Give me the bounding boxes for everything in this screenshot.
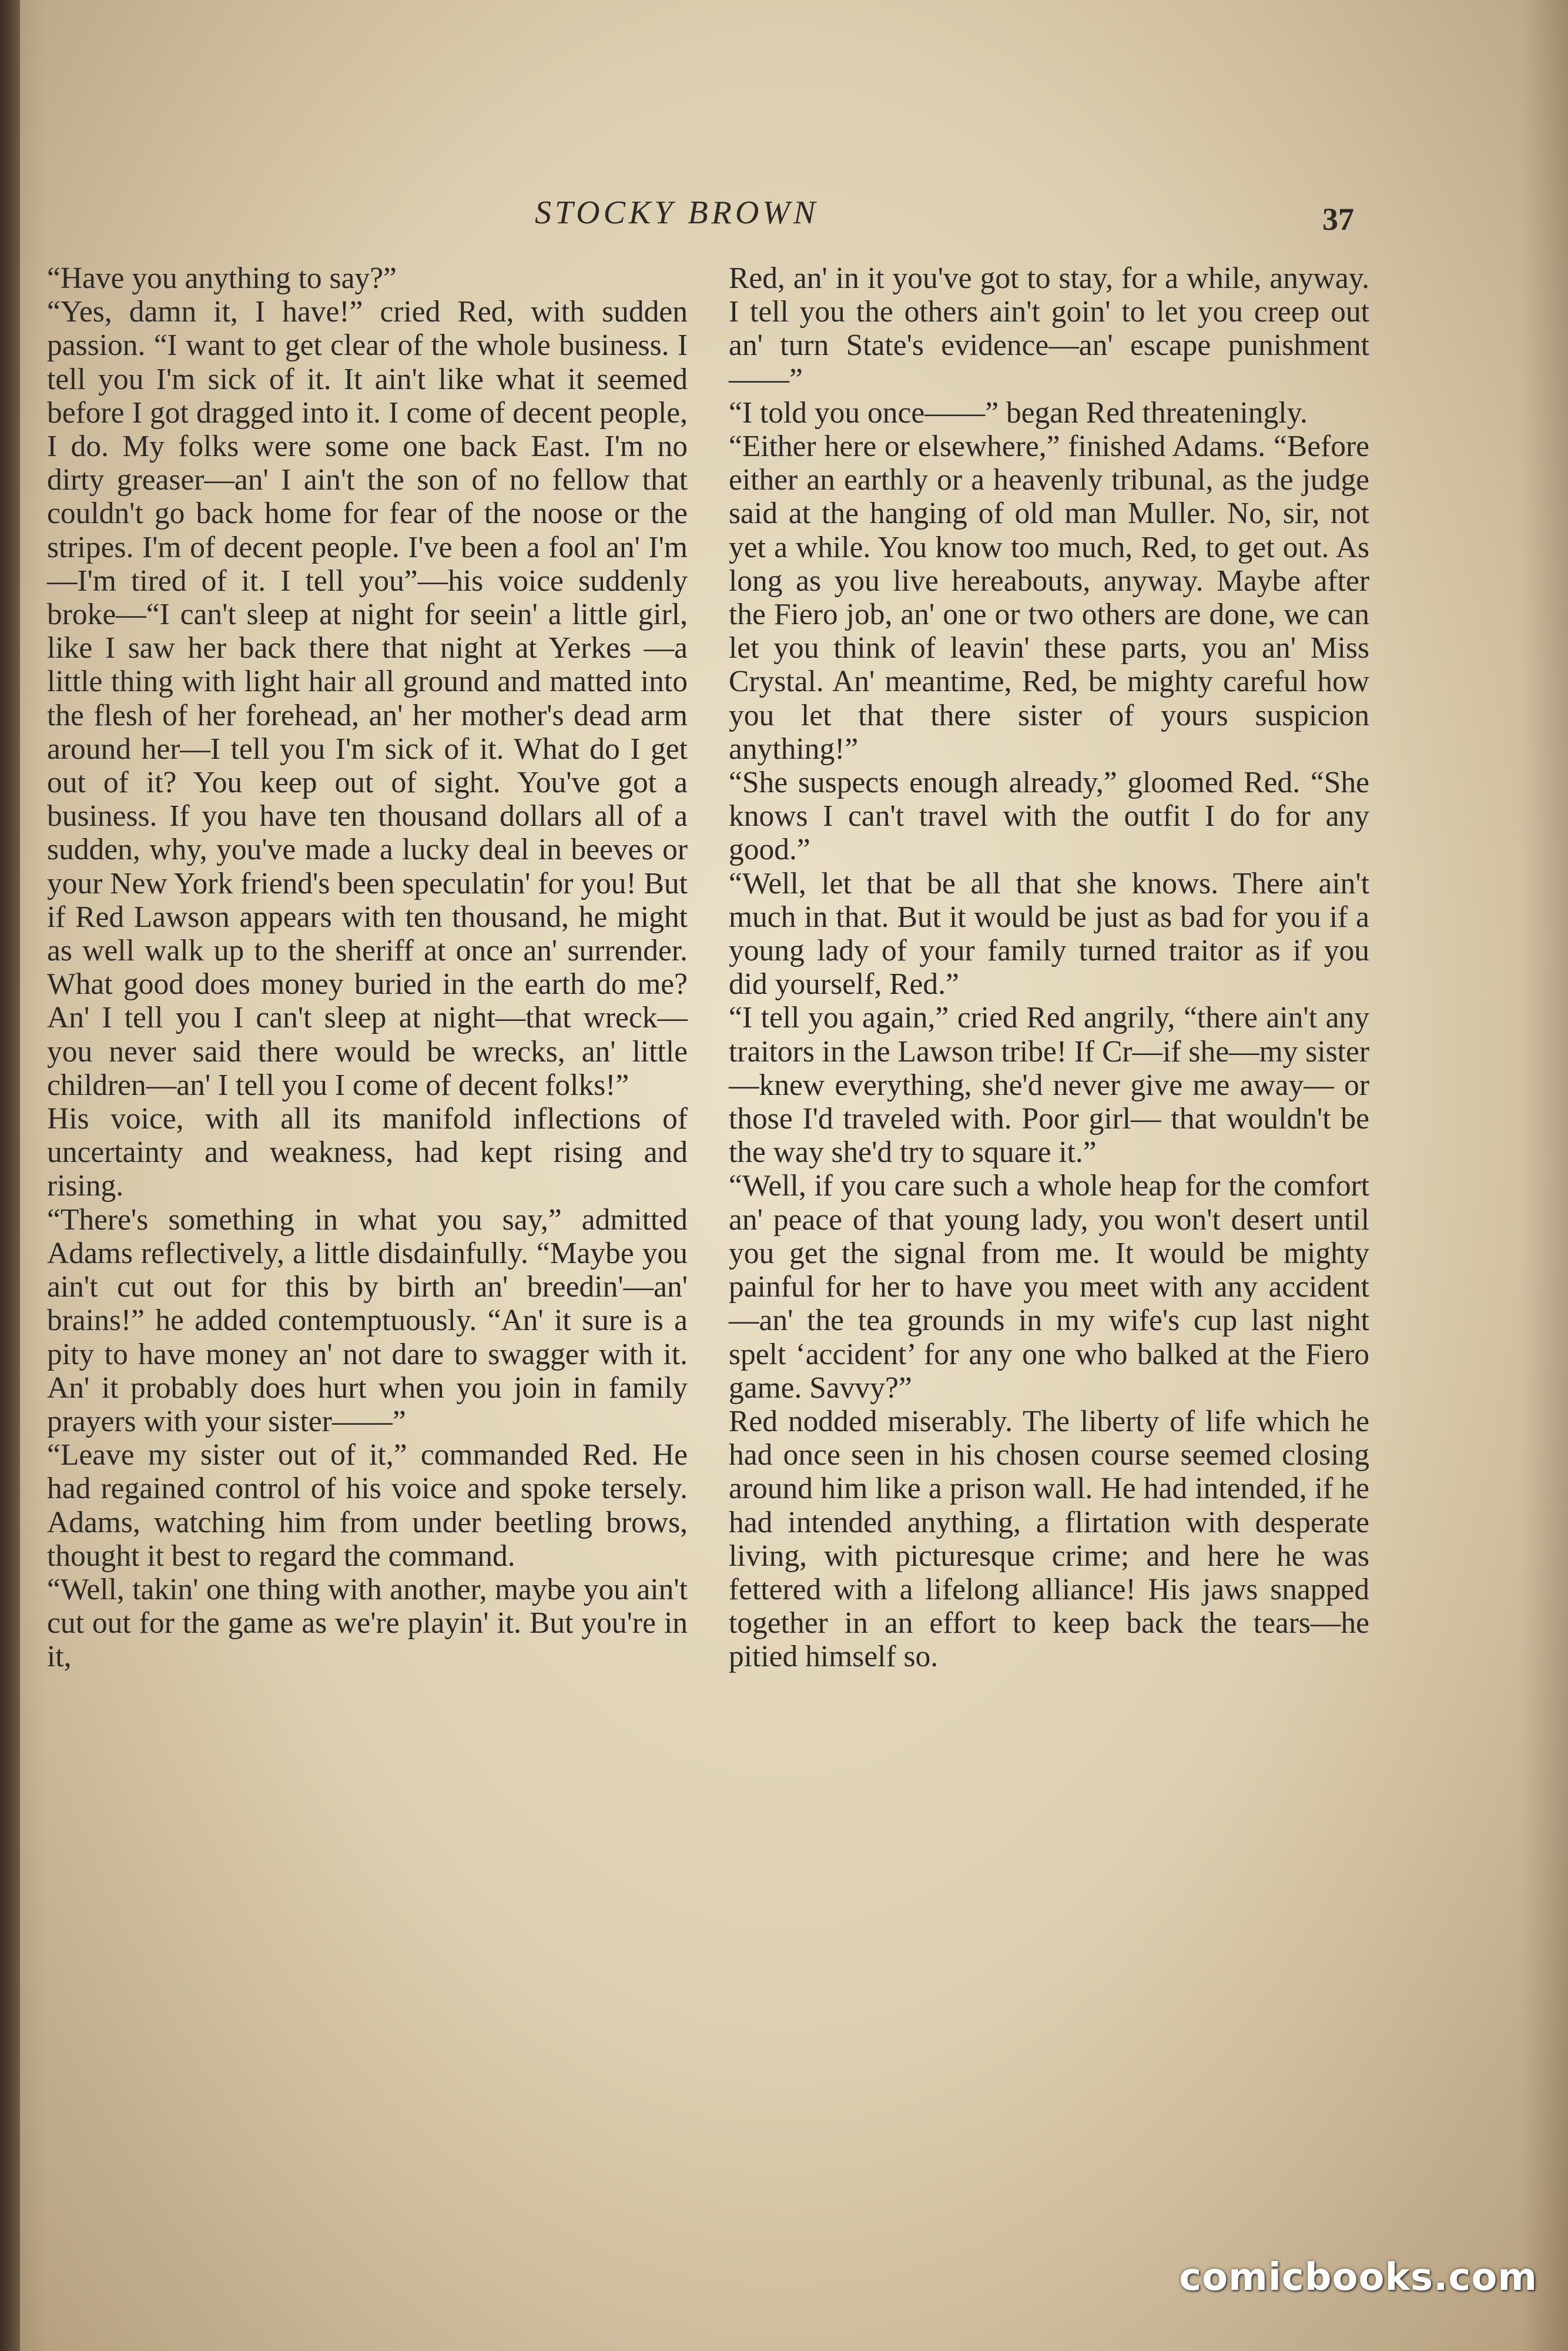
paragraph: “Well, takin' one thing with another, maybe you ain't cut out for the game as we're playin' it. But you're in it, xyxy=(47,1572,688,1674)
page-header xyxy=(0,188,1568,241)
left-text-column xyxy=(47,262,688,1674)
paragraph: Red, an' in it you've got to stay, for a while, anyway. I tell you the others ain't goin' to let you creep out an' turn State's evidence—an' escape punishment——” xyxy=(729,262,1369,396)
right-text-column xyxy=(729,262,1369,1674)
paragraph: “I told you once——” began Red threateningly. xyxy=(729,396,1308,430)
running-title: STOCKY BROWN xyxy=(535,195,819,231)
page-number: 37 xyxy=(1322,202,1354,237)
paragraph: His voice, with all its manifold inflections of uncertainty and weakness, had kept rising and rising. xyxy=(47,1102,688,1203)
paragraph: “Have you anything to say?” xyxy=(47,262,397,295)
paragraph: “Leave my sister out of it,” commanded Red. He had regained control of his voice and spoke tersely. Adams, watching him from under beetling brows, thought it best to regard the command. xyxy=(47,1438,688,1573)
paragraph: Red nodded miserably. The liberty of life which he had once seen in his chosen course seemed closing around him like a prison wall. He had intended, if he had intended anything, a flirtation with desperate living, with picturesque crime; and here he was fettered with a lifelong alliance! His jaws snapped together in an effort to keep back the tears—he pitied himself so. xyxy=(729,1404,1369,1674)
paragraph: “I tell you again,” cried Red angrily, “there ain't any traitors in the Lawson tribe! If Cr—if she—my sister—knew everything, she'd never give me away— or those I'd traveled with. Poor girl— that wouldn't be the way she'd try to square it.” xyxy=(729,1001,1369,1170)
paragraph: “There's something in what you say,” admitted Adams reflectively, a little disdainfully. “Maybe you ain't cut out for this by birth an' breedin'—an' brains!” he added contemptuously. “An' it sure is a pity to have money an' not dare to swagger with it. An' it probably does hurt when you join in family prayers with your sister——” xyxy=(47,1203,688,1438)
paragraph: “Either here or elsewhere,” finished Adams. “Before either an earthly or a heavenly tribunal, as the judge said at the hanging of old man Muller. No, sir, not yet a while. You know too much, Red, to get out. As long as you live hereabouts, anyway. Maybe after the Fiero job, an' one or two others are done, we can let you think of leavin' these parts, you an' Miss Crystal. An' meantime, Red, be mighty careful how you let that there sister of yours suspicion anything!” xyxy=(729,430,1369,766)
paragraph: “Well, let that be all that she knows. There ain't much in that. But it would be just as bad for you if a young lady of your family turned traitor as if you did yourself, Red.” xyxy=(729,866,1369,1002)
watermark: comicbooks.com xyxy=(1179,2256,1537,2299)
page-binding-edge xyxy=(0,0,20,2351)
paragraph: “Yes, damn it, I have!” cried Red, with sudden passion. “I want to get clear of the whole business. I tell you I'm sick of it. It ain't like what it seemed before I got dragged into it. I come of decent people, I do. My folks were some one back East. I'm no dirty greaser—an' I ain't the son of no fellow that couldn't go back home for fear of the noose or the stripes. I'm of decent people. I've been a fool an' I'm—I'm tired of it. I tell you”—his voice suddenly broke—“I can't sleep at night for seein' a little girl, like I saw her back there that night at Yerkes —a little thing with light hair all ground and matted into the flesh of her forehead, an' her mother's dead arm around her—I tell you I'm sick of it. What do I get out of it? You keep out of sight. You've got a business. If you have ten thousand dollars all of a sudden, why, you've made a lucky deal in beeves or your New York friend's been speculatin' for you! But if Red Lawson appears with ten thousand, he might as well walk up to the sheriff at once an' surrender. What good does money buried in the earth do me? An' I tell you I can't sleep at night—that wreck—you never said there would be wrecks, an' little children—an' I tell you I come of decent folks!” xyxy=(47,295,688,1102)
paragraph: “She suspects enough already,” gloomed Red. “She knows I can't travel with the outfit I do for any good.” xyxy=(729,766,1369,867)
paragraph: “Well, if you care such a whole heap for the comfort an' peace of that young lady, you won't desert until you get the signal from me. It would be mighty painful for her to have you meet with any accident—an' the tea grounds in my wife's cup last night spelt ‘accident’ for any one who balked at the Fiero game. Savvy?” xyxy=(729,1169,1369,1405)
